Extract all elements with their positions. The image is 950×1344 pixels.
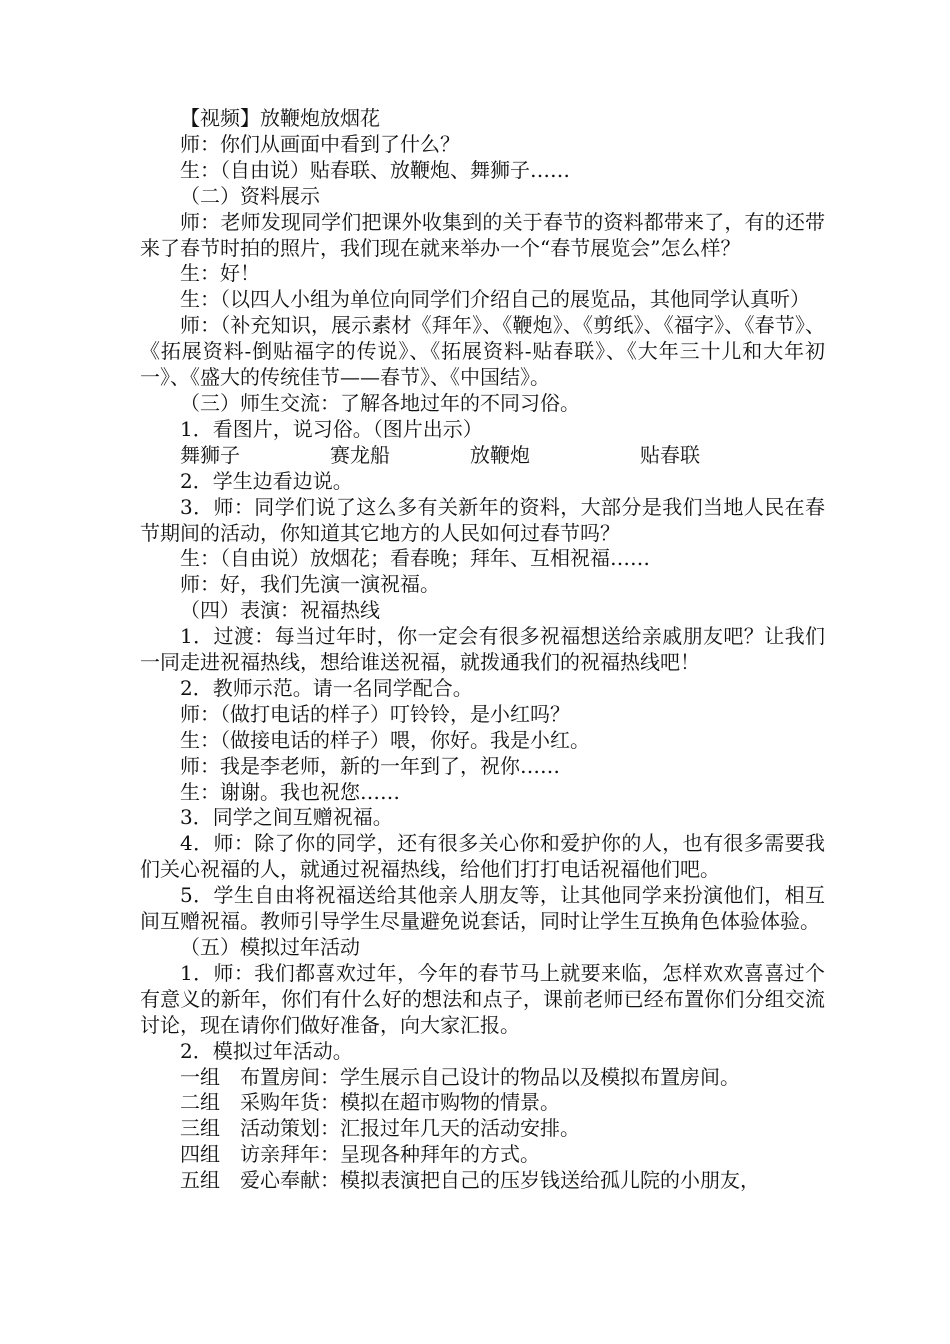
paragraph: 4．师：除了你的同学，还有很多关心你和爱护你的人，也有很多需要我们关心祝福的人，就通过祝福热线，给他们打打电话祝福他们吧。: [140, 831, 825, 882]
paragraph: 师：我是李老师，新的一年到了，祝你……: [180, 753, 560, 778]
paragraph: 师：（补充知识，展示素材《拜年》、《鞭炮》、《剪纸》、《福字》、《春节》、《拓展资料-倒贴福字的传说》、《拓展资料-贴春联》、《大年三十儿和大年初一》、《盛大的传统佳节——春节》、《中国结》。: [140, 313, 825, 390]
paragraph: 3．师：同学们说了这么多有关新年的资料，大部分是我们当地人民在春节期间的活动，你知道其它地方的人民如何过春节吗？: [140, 494, 825, 545]
section-heading: （五）模拟过年活动: [180, 935, 360, 959]
paragraph: 生：谢谢。我也祝您……: [180, 779, 400, 804]
picture-caption: 舞狮子: [180, 442, 240, 467]
picture-caption: 贴春联: [640, 442, 700, 467]
paragraph: 2．学生边看边说。: [180, 468, 353, 493]
paragraph: 2．教师示范。请一名同学配合。: [180, 675, 473, 700]
group-label: 二组: [180, 1090, 220, 1115]
paragraph: 生：好！: [180, 261, 260, 286]
group-label: 五组: [180, 1168, 220, 1193]
paragraph: 生：（自由说）贴春联、放鞭炮、舞狮子……: [180, 157, 570, 182]
paragraph: 2．模拟过年活动。: [180, 1038, 353, 1063]
group-label: 三组: [180, 1116, 220, 1141]
paragraph: 师：（做打电话的样子）叮铃铃，是小红吗？: [180, 701, 570, 726]
picture-captions: [140, 443, 825, 469]
paragraph: 1．师：我们都喜欢过年，今年的春节马上就要来临，怎样欢欢喜喜过个有意义的新年，你们有什么好的想法和点子，课前老师已经布置你们分组交流讨论，现在请你们做好准备，向大家汇报。: [140, 960, 825, 1037]
group-row: [140, 1116, 825, 1142]
paragraph: 师：好，我们先演一演祝福。: [180, 572, 440, 597]
group-text: 访亲拜年：呈现各种拜年的方式。: [240, 1142, 540, 1167]
section-heading: （四）表演：祝福热线: [180, 598, 380, 623]
group-text: 爱心奉献：模拟表演把自己的压岁钱送给孤儿院的小朋友，: [240, 1168, 760, 1193]
picture-caption: 放鞭炮: [470, 442, 530, 467]
group-text: 采购年货：模拟在超市购物的情景。: [240, 1090, 560, 1115]
picture-caption: 赛龙船: [330, 442, 390, 467]
group-row: [140, 1142, 825, 1168]
paragraph: 生：（自由说）放烟花；看春晚；拜年、互相祝福……: [180, 546, 650, 571]
section-heading: （三）师生交流：了解各地过年的不同习俗。: [180, 390, 580, 415]
group-row: [140, 1090, 825, 1116]
paragraph: 【视频】放鞭炮放烟花: [180, 106, 380, 130]
paragraph: 1．看图片，说习俗。（图片出示）: [180, 416, 483, 441]
paragraph: 师：老师发现同学们把课外收集到的关于春节的资料都带来了，有的还带来了春节时拍的照片，我们现在就来举办一个“春节展览会”怎么样？: [140, 209, 825, 260]
section-heading: （二）资料展示: [180, 183, 320, 208]
group-text: 活动策划：汇报过年几天的活动安排。: [240, 1116, 580, 1141]
group-row: [140, 1168, 825, 1194]
group-label: 四组: [180, 1142, 220, 1167]
paragraph: 3．同学之间互赠祝福。: [180, 805, 393, 830]
group-label: 一组: [180, 1064, 220, 1089]
paragraph: 师：你们从画面中看到了什么？: [180, 131, 460, 156]
paragraph: 生：（以四人小组为单位向同学们介绍自己的展览品，其他同学认真听）: [180, 287, 810, 312]
document-body: [140, 106, 825, 1194]
group-text: 布置房间：学生展示自己设计的物品以及模拟布置房间。: [240, 1064, 740, 1089]
paragraph: 5．学生自由将祝福送给其他亲人朋友等，让其他同学来扮演他们，相互间互赠祝福。教师引导学生尽量避免说套话，同时让学生互换角色体验体验。: [140, 883, 825, 934]
group-row: [140, 1065, 825, 1091]
paragraph: 生：（做接电话的样子）喂，你好。我是小红。: [180, 727, 590, 752]
paragraph: 1．过渡：每当过年时，你一定会有很多祝福想送给亲戚朋友吧？让我们一同走进祝福热线，想给谁送祝福，就拨通我们的祝福热线吧！: [140, 624, 825, 675]
